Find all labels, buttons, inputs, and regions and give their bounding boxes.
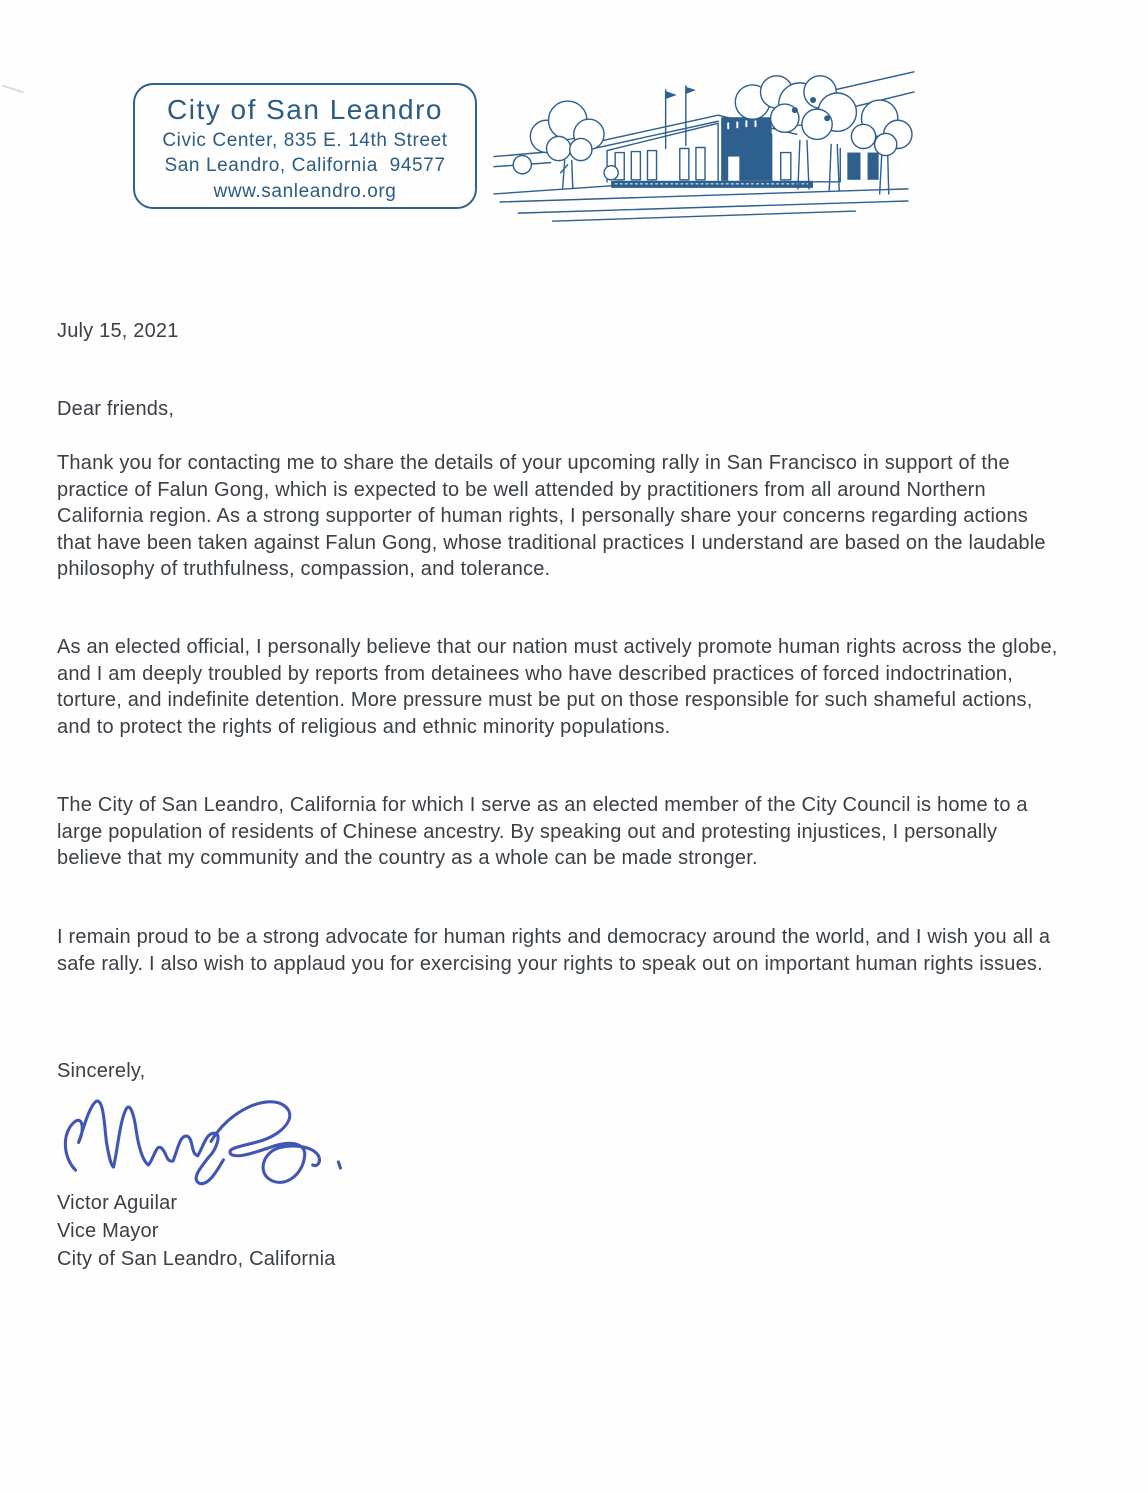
letter-paragraph-2: As an elected official, I personally believe that our nation must actively promote human rights across the globe, and I am deeply troubled by reports from detainees who have described practices of forced indoctrination, torture, and indefinite detention. More pressure must be put on those responsible for such shameful actions, and to protect the rights of religious and ethnic minority populations. <box>57 636 1058 738</box>
letterhead-title: City of San Leandro <box>167 94 443 125</box>
letter-paragraph-1: Thank you for contacting me to share the details of your upcoming rally in San Francisco in support of the practice of Falun Gong, which is expected to be well attended by practitioners from all around Northern California region. As a strong supporter of human rights, I personally share your concerns regarding actions that have been taken against Falun Gong, whose traditional practices I understand are based on the laudable philosophy of truthfulness, compassion, and tolerance. <box>57 452 1046 581</box>
signer-organization: City of San Leandro, California <box>57 1248 336 1270</box>
letterhead-box <box>133 83 477 209</box>
handwritten-signature <box>58 1088 358 1203</box>
letter-paragraph-3: The City of San Leandro, California for which I serve as an elected member of the City Council is home to a large population of residents of Chinese ancestry. By speaking out and protesting injustices, I personally believe that my community and the country as a whole can be made stronger. <box>57 794 1028 870</box>
letterhead-address-line2: San Leandro, California 94577 <box>164 155 446 176</box>
signer-name: Victor Aguilar <box>57 1192 178 1214</box>
letter-closing: Sincerely, <box>57 1060 146 1082</box>
signer-title: Vice Mayor <box>57 1220 159 1242</box>
letterhead-website: www.sanleandro.org <box>213 181 397 202</box>
letter-salutation: Dear friends, <box>57 398 175 420</box>
letterhead-address-line1: Civic Center, 835 E. 14th Street <box>162 130 448 151</box>
scan-artifact <box>2 85 24 94</box>
letter-paragraph-4: I remain proud to be a strong advocate for human rights and democracy around the world, and I wish you all a safe rally. I also wish to applaud you for exercising your rights to speak out on important human rights issues. <box>57 926 1051 975</box>
civic-center-illustration-icon <box>492 58 916 238</box>
letter-date: July 15, 2021 <box>57 320 179 342</box>
